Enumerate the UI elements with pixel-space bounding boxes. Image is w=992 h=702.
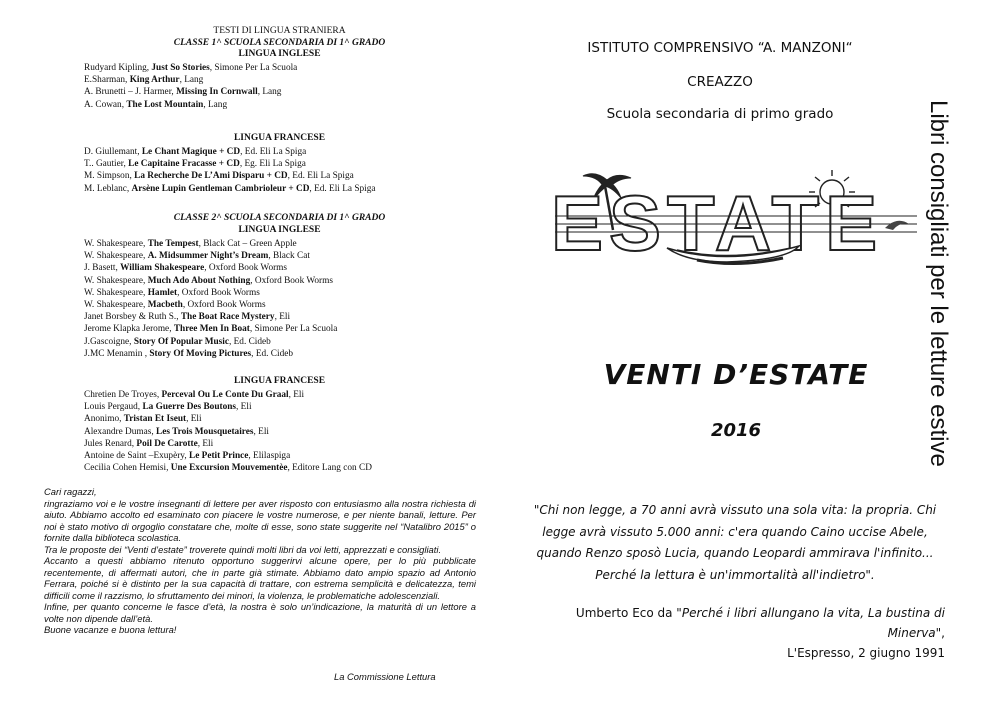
book-author: Janet Borsbey & Ruth S., — [84, 312, 181, 323]
town-name: CREAZZO — [687, 74, 753, 90]
book-title: La Guerre Des Boutons — [142, 402, 237, 413]
book-publisher: , Simone Per La Scuola — [249, 324, 338, 335]
book-entry — [84, 74, 484, 86]
book-title: Story Of Popular Music — [133, 336, 229, 347]
book-title: Le Capitaine Fracasse + CD — [128, 159, 240, 170]
book-title: William Shakespeare — [120, 263, 205, 274]
book-publisher: , Black Cat – Green Apple — [198, 239, 297, 249]
book-publisher: , Oxford Book Worms — [204, 263, 288, 274]
section-title-french-2: LINGUA FRANCESE — [233, 376, 326, 386]
book-author: Chretien De Troyes, — [84, 390, 162, 400]
book-author: W. Shakespeare, — [84, 287, 148, 298]
book-publisher: , Eli — [186, 414, 202, 425]
book-author: Rudyard Kipling, — [84, 63, 152, 73]
book-entry — [84, 262, 484, 274]
book-author: J.MC Menamin , — [84, 348, 150, 359]
book-publisher: , Ed. Cideb — [228, 336, 271, 347]
book-entry — [84, 99, 484, 111]
book-entry — [84, 275, 484, 287]
book-list-english-2 — [84, 238, 484, 360]
book-title: Perceval Ou Le Conte Du Graal — [161, 390, 289, 400]
book-entry — [84, 426, 484, 438]
header-block — [82, 26, 477, 61]
book-title: Hamlet — [147, 287, 178, 298]
book-author: Antoine de Saint –Exupèry, — [84, 451, 189, 462]
letter-paragraph: Cari ragazzi, — [44, 486, 97, 497]
book-publisher: , Eli — [288, 390, 305, 400]
book-entry — [84, 183, 484, 195]
attribution-line-2: L'Espresso, 2 giugno 1991 — [787, 646, 945, 660]
book-author: M. Simpson, — [84, 171, 135, 182]
book-author: Cecilia Cohen Hemisi, — [84, 463, 171, 474]
book-publisher: , Editore Lang con CD — [287, 463, 372, 474]
book-author: Jules Renard, — [84, 438, 137, 449]
book-publisher: , Ed. Eli La Spiga — [287, 171, 354, 182]
book-title: Le Chant Magique + CD — [141, 147, 241, 157]
book-publisher: , Lang — [179, 75, 204, 86]
book-title: Missing In Cornwall — [176, 87, 258, 98]
book-entry — [84, 287, 484, 299]
book-author: W. Shakespeare, — [84, 300, 148, 311]
header-line-1: TESTI DI LINGUA STRANIERA — [213, 26, 346, 36]
book-author: W. Shakespeare, — [84, 275, 148, 286]
book-author: T.. Gautier, — [84, 159, 129, 170]
book-title: A. Midsummer Night’s Dream — [147, 251, 269, 262]
vertical-side-title: Libri consigliati per le letture estive — [925, 100, 952, 467]
book-title: The Lost Mountain — [126, 99, 204, 110]
section-title-english-2: LINGUA INGLESE — [238, 225, 321, 235]
book-entry — [84, 158, 484, 170]
book-entry — [84, 323, 484, 335]
book-author: A. Cowan, — [84, 99, 127, 110]
letter-paragraph: Buone vacanze e buona lettura! — [44, 624, 177, 635]
school-name: ISTITUTO COMPRENSIVO “A. MANZONI“ — [587, 40, 853, 56]
book-title: Story Of Moving Pictures — [149, 348, 252, 359]
year-label: 2016 — [710, 420, 762, 441]
eco-quote: "Chi non legge, a 70 anni avrà vissuto una sola vita: la propria. Chi legge avrà vissuto 5.000 anni: c'era quando Caino uccise Abele, quando Renzo sposò Lucia, quando Leopardi ammirava l'infinito... Perché la lettura è un'immortalità all'indietro". — [533, 503, 937, 582]
logo-word: ESTATE — [551, 179, 884, 267]
book-entry — [84, 336, 484, 348]
book-list-english-1 — [84, 62, 484, 111]
book-entry — [84, 299, 484, 311]
book-author: Alexandre Dumas, — [84, 426, 157, 437]
book-title: King Arthur — [129, 75, 180, 86]
book-author: W. Shakespeare, — [84, 251, 148, 262]
book-title: Tristan Et Iseut — [123, 414, 187, 425]
section-title-french-1: LINGUA FRANCESE — [233, 133, 326, 143]
book-title: Poil De Carotte — [136, 438, 198, 449]
book-entry — [84, 438, 484, 450]
letter-paragraph: ringraziamo voi e le vostre insegnanti di lettere per aver risposto con entusiasmo alla nostra richiesta di aiuto. Abbiamo accolto ed esaminato con piacere le vostre numerose, e per niente banali, letture. Per noi è stato motivo di orgoglio constatare che, molte di esse, sono state suggerite nel “Natalibro 2015” o fornite dalla biblioteca scolastica. — [44, 497, 476, 543]
book-title: Macbeth — [147, 300, 183, 311]
book-entry — [84, 401, 484, 413]
book-entry — [84, 462, 484, 474]
book-author: A. Brunetti – J. Harmer, — [84, 87, 177, 98]
book-publisher: , Ed. Cideb — [251, 348, 294, 359]
book-publisher: , Eli — [197, 438, 214, 449]
attribution-prefix: Umberto Eco da " — [575, 606, 682, 620]
wave-icon — [885, 221, 909, 230]
book-author: E.Sharman, — [84, 75, 130, 86]
letter-to-students — [44, 486, 476, 636]
main-title: VENTI D’ESTATE — [603, 358, 869, 391]
book-entry — [84, 238, 484, 250]
estate-logo-illustration — [547, 168, 929, 270]
header-line-2: CLASSE 1^ SCUOLA SECONDARIA DI 1^ GRADO — [173, 37, 386, 48]
book-author: M. Leblanc, — [84, 183, 132, 194]
book-entry — [84, 450, 484, 462]
book-publisher: , Lang — [257, 87, 282, 98]
book-author: Louis Pergaud, — [84, 402, 143, 413]
book-author: J.Gascoigne, — [84, 336, 134, 347]
book-entry — [84, 86, 484, 98]
book-publisher: , Ed. Eli La Spiga — [240, 147, 307, 157]
book-title: The Boat Race Mystery — [180, 312, 275, 323]
attribution-line-1 — [525, 603, 945, 643]
book-author: Anonimo, — [84, 414, 124, 425]
book-publisher: , Simone Per La Scuola — [209, 63, 298, 73]
book-title: Just So Stories — [151, 63, 210, 73]
book-entry — [84, 170, 484, 182]
book-entry — [84, 413, 484, 425]
book-title: La Recherche De L’Ami Disparu + CD — [134, 171, 288, 182]
header-line-3: LINGUA INGLESE — [238, 49, 321, 60]
attribution-suffix: ", — [935, 626, 945, 640]
book-entry — [84, 62, 484, 74]
book-entry — [84, 389, 484, 401]
book-author: Jerome Klapka Jerome, — [84, 324, 174, 335]
book-entry — [84, 146, 484, 158]
quote-attribution — [525, 603, 945, 663]
letter-paragraph: Infine, per quanto concerne le fasce d’età, la nostra è solo un’indicazione, la maturità di un lettore a volte non dipende dall’età. — [44, 601, 476, 624]
book-publisher: , Eli — [236, 402, 252, 413]
book-publisher: , Oxford Book Worms — [182, 300, 266, 311]
book-list-french-1 — [84, 146, 484, 195]
book-author: D. Giullemant, — [84, 147, 142, 157]
book-publisher: , Oxford Book Worms — [250, 275, 334, 286]
book-publisher: , Ed. Eli La Spiga — [309, 183, 376, 194]
book-publisher: , Lang — [203, 99, 228, 110]
book-entry — [84, 250, 484, 262]
signature: La Commissione Lettura — [334, 671, 436, 682]
book-title: Le Petit Prince — [189, 451, 249, 462]
letter-paragraph: Accanto a questi abbiamo ritenuto opportuno suggerirvi alcune opere, per lo più pubblicate recentemente, di affermati autori, che in parte già stimate. Abbiamo dato ampio spazio ad Antonio Ferrara, poiché si è distinto per la sua capacità di trattare, con estrema semplicità e delicatezza, temi difficili come il razzismo, lo sfruttamento dei minori, la violenza, le problematiche adolescenziali. — [44, 555, 476, 601]
letter-paragraph: Tra le proposte dei “Venti d’estate” troverete quindi molti libri da voi letti, apprezzati e consigliati. — [44, 543, 442, 555]
book-publisher: , Black Cat — [268, 251, 310, 262]
book-author: W. Shakespeare, — [84, 239, 148, 249]
attribution-work: Perché i libri allungano la vita, La bustina di Minerva — [681, 606, 945, 640]
book-publisher: , Eli — [274, 312, 291, 323]
book-author: J. Basett, — [84, 263, 121, 274]
book-title: The Tempest — [147, 239, 199, 249]
book-title: Une Excursion Mouvementèe — [170, 463, 288, 474]
book-publisher: , Eg. Eli La Spiga — [239, 159, 306, 170]
book-title: Les Trois Mousquetaires — [156, 426, 254, 437]
book-title: Three Men In Boat — [173, 324, 250, 335]
school-level: Scuola secondaria di primo grado — [606, 106, 834, 122]
section-title-class-2: CLASSE 2^ SCUOLA SECONDARIA DI 1^ GRADO — [173, 213, 386, 223]
book-entry — [84, 311, 484, 323]
book-entry — [84, 348, 484, 360]
book-title: Arsène Lupin Gentleman Cambrioleur + CD — [131, 183, 310, 194]
book-publisher: , Elilaspiga — [248, 451, 291, 462]
book-title: Much Ado About Nothing — [147, 275, 251, 286]
book-publisher: , Eli — [253, 426, 269, 437]
book-publisher: , Oxford Book Worms — [177, 287, 260, 298]
book-list-french-2 — [84, 389, 484, 474]
